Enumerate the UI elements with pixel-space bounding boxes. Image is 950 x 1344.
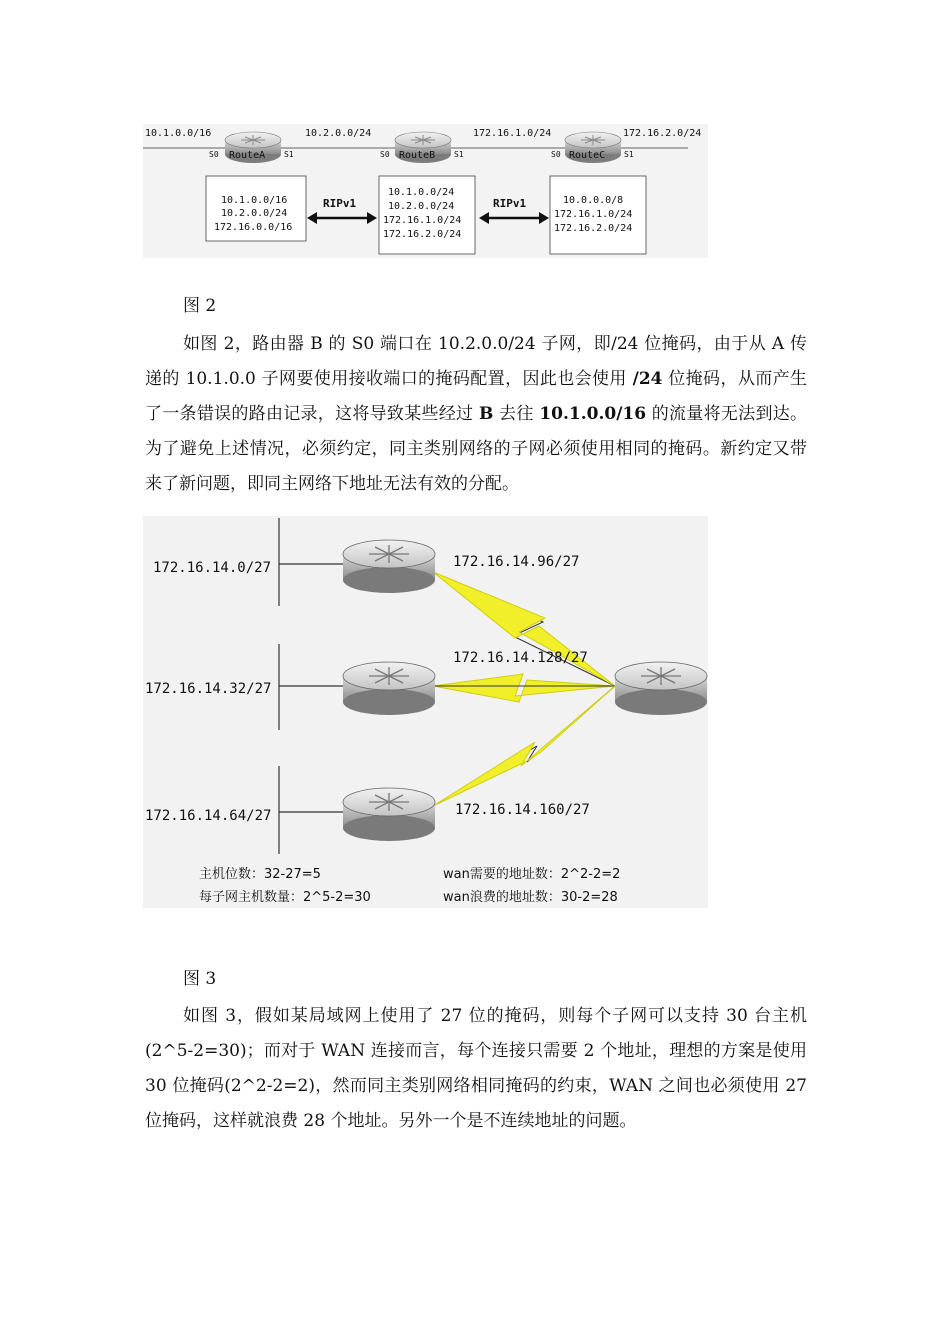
- protocol-label: RIPv1: [493, 197, 527, 210]
- router-icon: [343, 540, 435, 593]
- port-label: S0: [380, 150, 390, 159]
- paragraph-bold: 10.1.0.0/16: [539, 404, 647, 424]
- figure-2-caption: 图 2: [183, 296, 217, 316]
- route-entry: 172.16.2.0/24: [554, 223, 633, 234]
- wan-subnet-label: 172.16.14.160/27: [455, 802, 590, 818]
- paragraph-text: 位掩码，从而产生了一条错误的路由记录，这将导致某些经过: [145, 369, 807, 424]
- route-entry: 172.16.0.0/16: [214, 222, 293, 233]
- figure-3-caption: 图 3: [183, 969, 217, 989]
- protocol-label: RIPv1: [323, 197, 357, 210]
- network-label: 172.16.2.0/24: [623, 128, 702, 139]
- paragraph-figure-3: [145, 999, 807, 1139]
- route-entry: 10.0.0.0/8: [563, 195, 624, 206]
- router-name: RouteC: [569, 150, 606, 161]
- router-icon: [343, 788, 435, 841]
- note-wan-wasted: wan浪费的地址数：30-2=28: [443, 890, 618, 905]
- paragraph-text: 如图 3，假如某局域网上使用了 27 位的掩码，则每个子网可以支持 30 台主机(2^5-2=30)；而对于 WAN 连接而言，每个连接只需要 2 个地址，理想的方案是使用 30 位掩码(2^2-2=2)，然而同主类别网络相同掩码的约束，WAN 之间也必须使用 27 位掩码，这样就浪费 28 个地址。另外一个是不连续地址的问题。: [145, 1006, 807, 1131]
- figure-3: [143, 516, 708, 908]
- port-label: S0: [551, 150, 561, 159]
- route-entry: 172.16.1.0/24: [554, 209, 633, 220]
- note-host-bits: 主机位数：32-27=5: [199, 867, 321, 882]
- port-label: S1: [284, 150, 294, 159]
- port-label: S1: [624, 150, 634, 159]
- paragraph-text: 如图 2，路由器 B 的 S0 端口在 10.2.0.0/24 子网，即/24 位掩码，由于从 A 传递的 10.1.0.0 子网要使用接收端口的掩码配置，因此也会使用: [145, 334, 807, 389]
- port-label: S1: [454, 150, 464, 159]
- figure-2: [143, 124, 708, 258]
- route-entry: 10.2.0.0/24: [388, 201, 455, 212]
- paragraph-figure-2: [145, 327, 807, 502]
- route-entry: 10.1.0.0/16: [221, 195, 288, 206]
- route-entry: 172.16.2.0/24: [383, 229, 462, 240]
- router-name: RouteB: [399, 150, 436, 161]
- router-icon: [343, 662, 435, 715]
- lan-subnet-label: 172.16.14.0/27: [153, 560, 272, 576]
- lan-subnet-label: 172.16.14.32/27: [145, 681, 272, 697]
- wan-subnet-label: 172.16.14.128/27: [453, 650, 588, 666]
- paragraph-text: 去往: [493, 404, 540, 424]
- wan-subnet-label: 172.16.14.96/27: [453, 554, 580, 570]
- note-hosts-per-subnet: 每子网主机数量：2^5-2=30: [199, 890, 371, 905]
- network-label: 10.1.0.0/16: [145, 128, 212, 139]
- route-entry: 10.1.0.0/24: [388, 187, 455, 198]
- network-label: 10.2.0.0/24: [305, 128, 372, 139]
- port-label: S0: [209, 150, 219, 159]
- note-wan-needed: wan需要的地址数：2^2-2=2: [443, 867, 621, 882]
- router-name: RouteA: [229, 150, 266, 161]
- lan-subnet-label: 172.16.14.64/27: [145, 808, 272, 824]
- route-entry: 10.2.0.0/24: [221, 208, 288, 219]
- paragraph-bold: /24: [632, 369, 663, 389]
- router-icon: [615, 662, 707, 715]
- route-entry: 172.16.1.0/24: [383, 215, 462, 226]
- network-label: 172.16.1.0/24: [473, 128, 552, 139]
- paragraph-bold: B: [479, 404, 494, 424]
- paragraph-text: 的流量将无法到达。为了避免上述情况，必须约定，同主类别网络的子网必须使用相同的掩码。新约定又带来了新问题，即同主网络下地址无法有效的分配。: [145, 404, 808, 494]
